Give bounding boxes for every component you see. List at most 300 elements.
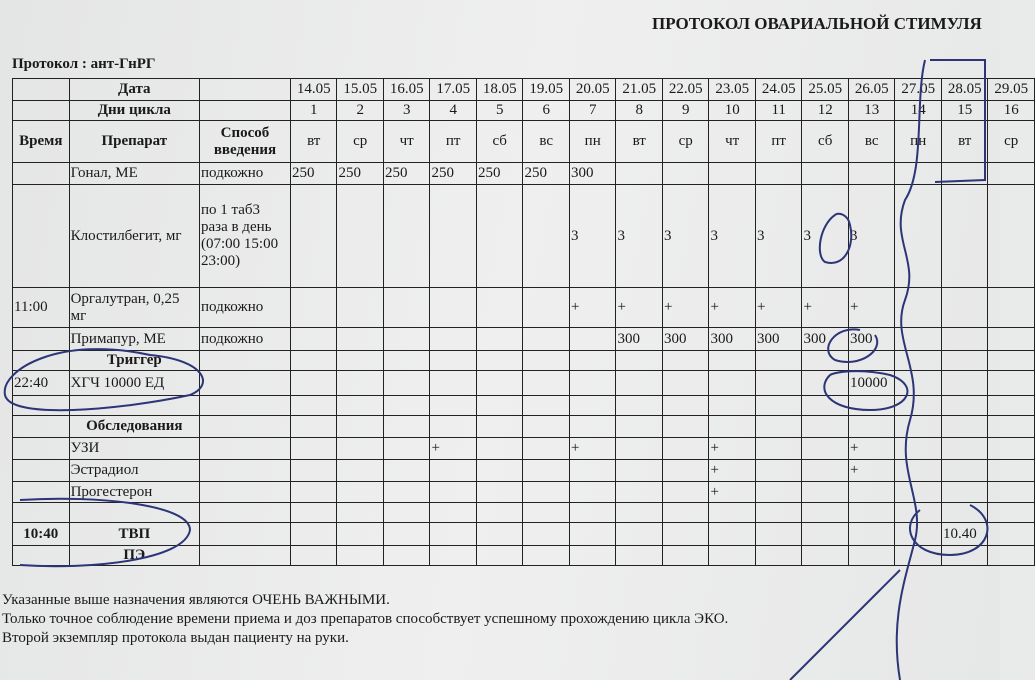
day-cell: 22.05 — [662, 79, 709, 101]
day-cell — [709, 163, 756, 185]
day-cell: ср — [988, 121, 1035, 163]
day-cell — [988, 416, 1035, 438]
table-row — [13, 288, 1035, 328]
day-cell: вс — [848, 121, 895, 163]
day-cell — [476, 351, 523, 371]
footer-line-2: Только точное соблюдение времени приема и доз препаратов способствует успешному прохождению цикла ЭКО. — [2, 611, 729, 627]
day-cell: 3 — [848, 185, 895, 288]
table-row — [13, 482, 1035, 503]
day-cell: 300 — [662, 328, 709, 351]
day-cell: пн — [569, 121, 616, 163]
day-cell — [709, 371, 756, 396]
day-cell — [383, 328, 430, 351]
day-cell — [290, 351, 337, 371]
day-cell — [755, 546, 802, 566]
day-cell — [476, 460, 523, 482]
day-cell: 14.05 — [290, 79, 337, 101]
day-cell — [523, 482, 570, 503]
day-cell — [383, 396, 430, 416]
day-cell — [662, 396, 709, 416]
day-cell: 1 — [290, 101, 337, 121]
day-cell — [709, 351, 756, 371]
day-cell — [430, 288, 477, 328]
day-cell: 16 — [988, 101, 1035, 121]
day-cell — [523, 328, 570, 351]
day-cell — [430, 416, 477, 438]
day-cell: 14 — [895, 101, 942, 121]
day-cell — [802, 416, 849, 438]
day-cell — [755, 163, 802, 185]
time-cell — [13, 163, 70, 185]
day-cell: 2 — [337, 101, 384, 121]
day-cell — [569, 328, 616, 351]
day-cell: чт — [383, 121, 430, 163]
day-cell — [523, 438, 570, 460]
method-cell — [199, 546, 290, 566]
day-cell — [895, 288, 942, 328]
day-cell — [616, 396, 663, 416]
day-cell: 250 — [523, 163, 570, 185]
day-cell — [523, 371, 570, 396]
table-row — [13, 79, 1035, 101]
day-cell — [337, 328, 384, 351]
method-cell — [199, 482, 290, 503]
method-cell: подкожно — [199, 163, 290, 185]
day-cell — [430, 460, 477, 482]
day-cell — [988, 546, 1035, 566]
day-cell: 3 — [662, 185, 709, 288]
day-cell — [895, 371, 942, 396]
day-cell — [616, 371, 663, 396]
day-cell: 300 — [755, 328, 802, 351]
method-cell — [199, 79, 290, 101]
day-cell: 3 — [802, 185, 849, 288]
day-cell — [755, 482, 802, 503]
method-cell: по 1 таб3 раза в день (07:00 15:00 23:00) — [199, 185, 290, 288]
day-cell — [895, 416, 942, 438]
day-cell — [988, 523, 1035, 546]
day-cell — [430, 396, 477, 416]
time-cell — [13, 328, 70, 351]
day-cell — [476, 523, 523, 546]
method-cell — [199, 523, 290, 546]
day-cell: чт — [709, 121, 756, 163]
day-cell: 3 — [383, 101, 430, 121]
day-cell — [848, 416, 895, 438]
time-cell — [13, 482, 70, 503]
day-cell — [476, 438, 523, 460]
day-cell — [430, 185, 477, 288]
day-cell — [430, 523, 477, 546]
day-cell: 23.05 — [709, 79, 756, 101]
table-row — [13, 416, 1035, 438]
method-cell: подкожно — [199, 328, 290, 351]
day-cell — [988, 288, 1035, 328]
day-cell — [290, 503, 337, 523]
footer-line-3: Второй экземпляр протокола выдан пациенту на руки. — [2, 630, 349, 646]
day-cell — [895, 438, 942, 460]
day-cell — [895, 163, 942, 185]
day-cell — [523, 523, 570, 546]
day-cell — [709, 416, 756, 438]
day-cell — [709, 546, 756, 566]
day-cell — [895, 546, 942, 566]
day-cell — [523, 396, 570, 416]
day-cell — [523, 185, 570, 288]
day-cell — [941, 503, 988, 523]
day-cell — [941, 396, 988, 416]
day-cell — [941, 482, 988, 503]
day-cell — [988, 482, 1035, 503]
table-row — [13, 438, 1035, 460]
day-cell: 10.40 — [941, 523, 988, 546]
day-cell — [476, 371, 523, 396]
table-row — [13, 460, 1035, 482]
day-cell: 5 — [476, 101, 523, 121]
day-cell — [383, 503, 430, 523]
day-cell — [616, 438, 663, 460]
day-cell — [941, 288, 988, 328]
day-cell: 300 — [709, 328, 756, 351]
drug-cell: Обследования — [69, 416, 199, 438]
day-cell — [476, 328, 523, 351]
time-cell — [13, 396, 70, 416]
day-cell — [802, 460, 849, 482]
day-cell — [988, 396, 1035, 416]
day-cell — [709, 503, 756, 523]
method-cell — [199, 371, 290, 396]
day-cell — [383, 482, 430, 503]
day-cell — [476, 482, 523, 503]
day-cell — [569, 546, 616, 566]
day-cell — [337, 503, 384, 523]
day-cell — [848, 351, 895, 371]
day-cell: вт — [941, 121, 988, 163]
drug-cell — [69, 396, 199, 416]
drug-cell: Эстрадиол — [69, 460, 199, 482]
day-cell — [941, 546, 988, 566]
day-cell: вт — [290, 121, 337, 163]
day-cell — [941, 163, 988, 185]
day-cell — [755, 460, 802, 482]
day-cell — [337, 288, 384, 328]
table-row — [13, 163, 1035, 185]
day-cell: + — [569, 438, 616, 460]
day-cell — [802, 546, 849, 566]
day-cell — [988, 438, 1035, 460]
drug-cell: Препарат — [69, 121, 199, 163]
day-cell: 3 — [569, 185, 616, 288]
day-cell: 12 — [802, 101, 849, 121]
day-cell: пт — [755, 121, 802, 163]
footer-line-1: Указанные выше назначения являются ОЧЕНЬ ВАЖНЫМИ. — [2, 592, 390, 608]
day-cell: 25.05 — [802, 79, 849, 101]
day-cell: пт — [430, 121, 477, 163]
day-cell — [476, 503, 523, 523]
day-cell — [616, 460, 663, 482]
day-cell — [895, 482, 942, 503]
day-cell — [616, 523, 663, 546]
day-cell — [848, 163, 895, 185]
day-cell — [383, 460, 430, 482]
day-cell — [430, 546, 477, 566]
day-cell: 16.05 — [383, 79, 430, 101]
method-cell: подкожно — [199, 288, 290, 328]
drug-cell — [69, 503, 199, 523]
day-cell — [895, 185, 942, 288]
day-cell — [662, 351, 709, 371]
day-cell — [476, 416, 523, 438]
day-cell — [662, 416, 709, 438]
method-cell — [199, 396, 290, 416]
day-cell — [616, 351, 663, 371]
day-cell: 7 — [569, 101, 616, 121]
method-cell — [199, 460, 290, 482]
drug-cell: Оргалутран, 0,25 мг — [69, 288, 199, 328]
day-cell — [941, 460, 988, 482]
day-cell — [755, 396, 802, 416]
day-cell — [290, 396, 337, 416]
day-cell — [569, 371, 616, 396]
day-cell: 250 — [383, 163, 430, 185]
day-cell: 29.05 — [988, 79, 1035, 101]
day-cell: + — [430, 438, 477, 460]
day-cell — [755, 503, 802, 523]
day-cell — [523, 416, 570, 438]
day-cell — [941, 185, 988, 288]
day-cell: 3 — [709, 185, 756, 288]
day-cell: + — [802, 288, 849, 328]
day-cell: сб — [476, 121, 523, 163]
day-cell: + — [709, 482, 756, 503]
day-cell: 13 — [848, 101, 895, 121]
table-row — [13, 351, 1035, 371]
day-cell — [476, 288, 523, 328]
day-cell: + — [569, 288, 616, 328]
day-cell — [895, 460, 942, 482]
day-cell: 4 — [430, 101, 477, 121]
day-cell — [430, 351, 477, 371]
drug-cell: Прогестерон — [69, 482, 199, 503]
day-cell — [662, 523, 709, 546]
day-cell — [616, 416, 663, 438]
drug-cell: ТВП — [69, 523, 199, 546]
time-cell: 10:40 — [13, 523, 70, 546]
day-cell — [802, 523, 849, 546]
day-cell — [988, 185, 1035, 288]
time-cell — [13, 351, 70, 371]
day-cell: 20.05 — [569, 79, 616, 101]
day-cell: 250 — [290, 163, 337, 185]
day-cell — [662, 546, 709, 566]
day-cell — [383, 438, 430, 460]
day-cell — [290, 288, 337, 328]
day-cell: 3 — [755, 185, 802, 288]
table-row — [13, 523, 1035, 546]
day-cell — [662, 438, 709, 460]
day-cell — [430, 503, 477, 523]
day-cell — [941, 416, 988, 438]
day-cell — [383, 185, 430, 288]
day-cell: + — [709, 460, 756, 482]
day-cell — [988, 351, 1035, 371]
drug-cell: ПЭ — [69, 546, 199, 566]
day-cell: + — [848, 460, 895, 482]
day-cell — [383, 288, 430, 328]
day-cell — [337, 546, 384, 566]
day-cell: + — [709, 438, 756, 460]
day-cell — [476, 396, 523, 416]
day-cell — [755, 351, 802, 371]
method-cell — [199, 416, 290, 438]
day-cell: 300 — [569, 163, 616, 185]
day-cell: 15.05 — [337, 79, 384, 101]
drug-cell: Клостилбегит, мг — [69, 185, 199, 288]
day-cell — [290, 416, 337, 438]
day-cell — [290, 546, 337, 566]
day-cell — [523, 503, 570, 523]
table-row — [13, 328, 1035, 351]
drug-cell: Дни цикла — [69, 101, 199, 121]
day-cell — [337, 371, 384, 396]
method-cell — [199, 503, 290, 523]
day-cell — [383, 546, 430, 566]
day-cell — [988, 328, 1035, 351]
day-cell — [802, 482, 849, 503]
time-cell — [13, 185, 70, 288]
day-cell — [802, 396, 849, 416]
time-cell: 11:00 — [13, 288, 70, 328]
day-cell — [755, 371, 802, 396]
day-cell — [988, 371, 1035, 396]
day-cell — [569, 460, 616, 482]
day-cell — [616, 546, 663, 566]
method-cell — [199, 101, 290, 121]
day-cell — [290, 438, 337, 460]
day-cell: + — [848, 438, 895, 460]
day-cell: 18.05 — [476, 79, 523, 101]
table-row — [13, 396, 1035, 416]
day-cell — [337, 185, 384, 288]
day-cell — [941, 371, 988, 396]
day-cell — [662, 503, 709, 523]
day-cell — [755, 523, 802, 546]
day-cell: 10000 — [848, 371, 895, 396]
day-cell — [569, 503, 616, 523]
table-row — [13, 185, 1035, 288]
protocol-type: Протокол : ант-ГнРГ — [12, 56, 156, 72]
day-cell — [755, 416, 802, 438]
day-cell — [941, 438, 988, 460]
day-cell — [848, 546, 895, 566]
document-title: ПРОТОКОЛ ОВАРИАЛЬНОЙ СТИМУЛЯ — [652, 14, 982, 33]
day-cell — [848, 482, 895, 503]
day-cell — [569, 351, 616, 371]
day-cell: 300 — [848, 328, 895, 351]
day-cell — [523, 460, 570, 482]
day-cell — [569, 482, 616, 503]
day-cell: 8 — [616, 101, 663, 121]
day-cell — [616, 163, 663, 185]
day-cell — [290, 523, 337, 546]
day-cell: + — [709, 288, 756, 328]
day-cell — [895, 328, 942, 351]
day-cell — [337, 351, 384, 371]
method-cell — [199, 438, 290, 460]
day-cell: вт — [616, 121, 663, 163]
day-cell: + — [616, 288, 663, 328]
day-cell — [895, 396, 942, 416]
day-cell — [802, 351, 849, 371]
method-cell — [199, 351, 290, 371]
day-cell: 250 — [337, 163, 384, 185]
day-cell: 6 — [523, 101, 570, 121]
day-cell — [941, 351, 988, 371]
day-cell — [383, 371, 430, 396]
day-cell: ср — [662, 121, 709, 163]
day-cell — [755, 438, 802, 460]
day-cell: 15 — [941, 101, 988, 121]
drug-cell: Примапур, МЕ — [69, 328, 199, 351]
day-cell — [802, 503, 849, 523]
day-cell — [523, 288, 570, 328]
day-cell — [383, 416, 430, 438]
day-cell: пн — [895, 121, 942, 163]
day-cell — [802, 371, 849, 396]
table-row — [13, 121, 1035, 163]
table-row — [13, 546, 1035, 566]
time-cell — [13, 460, 70, 482]
day-cell: + — [848, 288, 895, 328]
table-row — [13, 503, 1035, 523]
day-cell — [802, 438, 849, 460]
day-cell — [616, 503, 663, 523]
day-cell — [430, 482, 477, 503]
day-cell: вс — [523, 121, 570, 163]
day-cell — [290, 328, 337, 351]
day-cell — [337, 438, 384, 460]
day-cell: 3 — [616, 185, 663, 288]
day-cell: 300 — [616, 328, 663, 351]
day-cell — [290, 460, 337, 482]
day-cell — [895, 351, 942, 371]
day-cell — [802, 163, 849, 185]
day-cell — [337, 482, 384, 503]
day-cell — [569, 416, 616, 438]
day-cell — [430, 371, 477, 396]
day-cell — [337, 523, 384, 546]
day-cell — [848, 396, 895, 416]
day-cell: 19.05 — [523, 79, 570, 101]
day-cell — [290, 371, 337, 396]
day-cell — [895, 503, 942, 523]
time-cell — [13, 503, 70, 523]
day-cell — [662, 163, 709, 185]
day-cell — [988, 163, 1035, 185]
day-cell: 28.05 — [941, 79, 988, 101]
drug-cell: Гонал, МЕ — [69, 163, 199, 185]
day-cell — [476, 546, 523, 566]
drug-cell: Триггер — [69, 351, 199, 371]
day-cell — [662, 371, 709, 396]
day-cell: 17.05 — [430, 79, 477, 101]
day-cell — [430, 328, 477, 351]
day-cell — [988, 503, 1035, 523]
time-cell: 22:40 — [13, 371, 70, 396]
day-cell — [569, 523, 616, 546]
table-row — [13, 101, 1035, 121]
day-cell — [383, 523, 430, 546]
